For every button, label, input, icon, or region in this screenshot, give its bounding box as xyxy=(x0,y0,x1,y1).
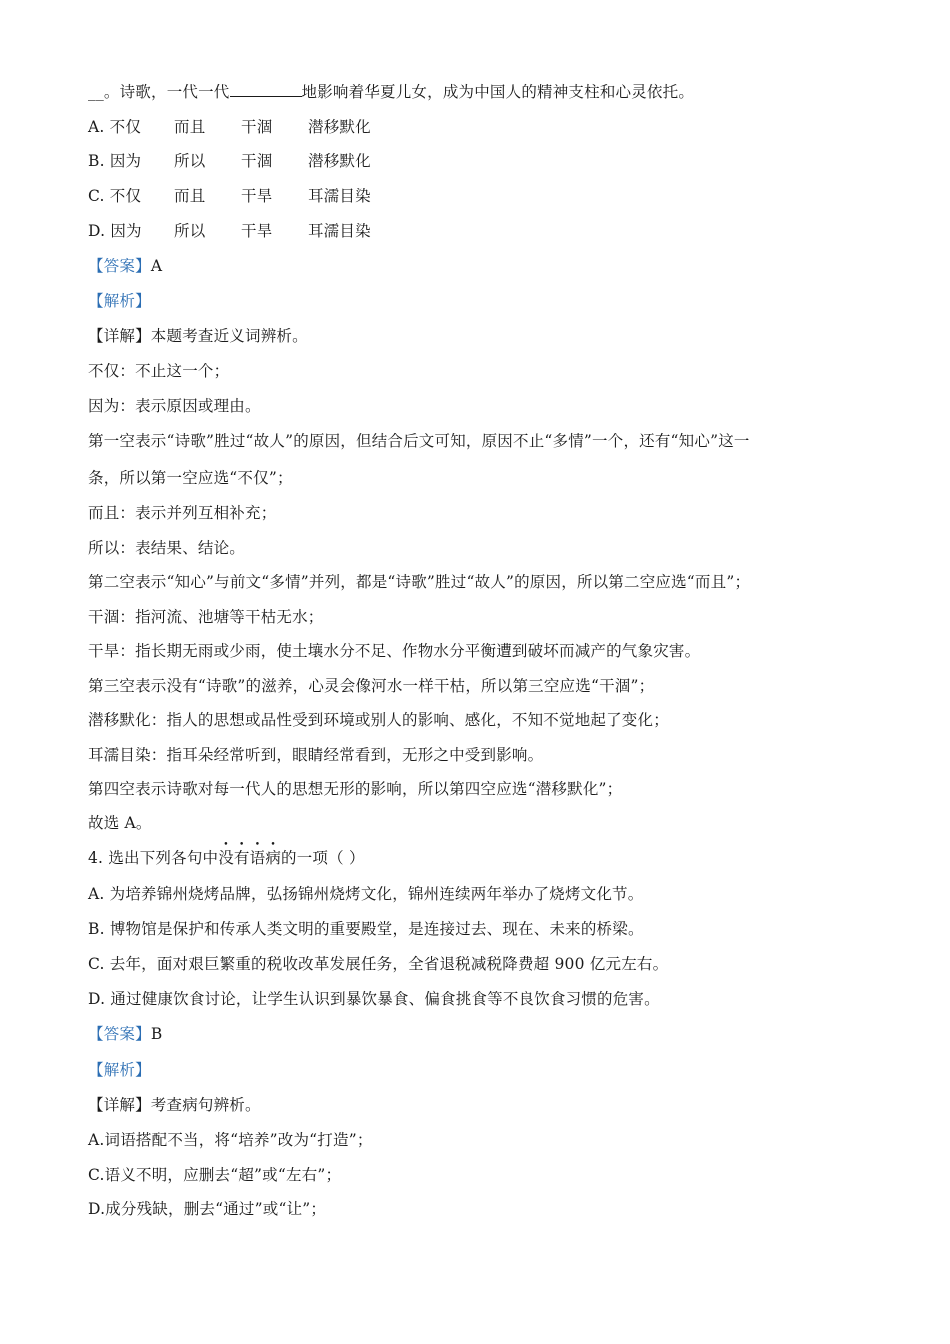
q3-detail-line: 第三空表示没有“诗歌”的滋养，心灵会像河水一样干枯，所以第三空应选“干涸”； xyxy=(88,677,655,695)
q4-analysis-tag: 【解析】 xyxy=(88,1061,151,1079)
q4-option-b: B. 博物馆是保护和传承人类文明的重要殿堂，是连接过去、现在、未来的桥梁。 xyxy=(88,920,644,938)
option-word: A. 不仅 xyxy=(88,118,142,136)
q4-option-d: D. 通过健康饮食讨论，让学生认识到暴饮暴食、偏食挑食等不良饮食习惯的危害。 xyxy=(88,990,660,1008)
q3-detail-line: 干旱：指长期无雨或少雨，使土壤水分不足、作物水分平衡遭到破坏而减产的气象灾害。 xyxy=(88,642,701,660)
fill-blank xyxy=(230,82,302,97)
stem-text: 地影响着华夏儿女，成为中国人的精神支柱和心灵依托。 xyxy=(301,83,695,101)
option-word: 干涸 xyxy=(241,152,273,170)
q4-stem xyxy=(88,840,365,868)
option-word: 所以 xyxy=(174,152,206,170)
option-word: 而且 xyxy=(174,187,206,205)
q4-detail-line: C.语义不明，应删去“超”或“左右”； xyxy=(88,1166,342,1184)
stem-text: 的一项（ ） xyxy=(281,849,365,867)
option-word: 潜移默化 xyxy=(308,118,371,136)
option-word: 耳濡目染 xyxy=(308,187,371,205)
q3-detail-line: 因为：表示原因或理由。 xyxy=(88,397,261,415)
q3-stem-tail xyxy=(88,82,694,102)
q3-option-a xyxy=(88,117,371,137)
option-word: D. 因为 xyxy=(88,222,142,240)
option-word: 干旱 xyxy=(241,187,273,205)
option-word: 而且 xyxy=(174,118,206,136)
option-word: 所以 xyxy=(174,222,206,240)
q3-option-c xyxy=(88,186,371,206)
stem-text: __。诗歌，一代一代 xyxy=(88,83,230,101)
option-word: 潜移默化 xyxy=(308,152,371,170)
emphasis-char: • 有 xyxy=(233,840,250,867)
option-word: 干涸 xyxy=(241,118,273,136)
stem-text: 4. 选出下列各句中 xyxy=(88,849,219,867)
q3-detail-line: 条，所以第一空应选“不仅”； xyxy=(88,469,293,487)
q4-option-a: A. 为培养锦州烧烤品牌，弘扬锦州烧烤文化，锦州连续两年举办了烧烤文化节。 xyxy=(88,885,644,903)
q3-detail-line: 不仅：不止这一个； xyxy=(88,362,230,380)
answer-tag: 【答案】 xyxy=(88,257,151,275)
q3-detail-line: 故选 A。 xyxy=(88,814,152,832)
emphasis-char: • 语 xyxy=(249,840,266,867)
q3-analysis-tag: 【解析】 xyxy=(88,292,151,310)
option-word: B. 因为 xyxy=(88,152,142,170)
q3-detail-line: 【详解】本题考查近义词辨析。 xyxy=(88,327,308,345)
answer-value: A xyxy=(150,257,163,275)
q3-detail-line: 潜移默化：指人的思想或品性受到环境或别人的影响、感化，不知不觉地起了变化； xyxy=(88,711,669,729)
q3-detail-line: 耳濡目染：指耳朵经常听到，眼睛经常看到，无形之中受到影响。 xyxy=(88,746,544,764)
q3-detail-line: 所以：表结果、结论。 xyxy=(88,539,246,557)
q4-detail-line: D.成分残缺，删去“通过”或“让”； xyxy=(88,1200,327,1218)
option-word: 耳濡目染 xyxy=(308,222,371,240)
q3-detail-line: 第四空表示诗歌对每一代人的思想无形的影响，所以第四空应选“潜移默化”； xyxy=(88,780,623,798)
q4-detail-line: 【详解】考查病句辨析。 xyxy=(88,1096,261,1114)
answer-tag: 【答案】 xyxy=(88,1025,151,1043)
emphasis-char: • 没 xyxy=(218,840,234,867)
q3-option-d xyxy=(88,221,371,241)
q4-detail-line: A.词语搭配不当，将“培养”改为“打造”； xyxy=(88,1131,373,1149)
q4-answer xyxy=(88,1024,162,1044)
option-word: C. 不仅 xyxy=(88,187,142,205)
option-word: 干旱 xyxy=(241,222,273,240)
q3-option-b xyxy=(88,151,371,171)
q3-detail-line: 而且：表示并列互相补充； xyxy=(88,504,277,522)
answer-value: B xyxy=(150,1025,163,1043)
q3-answer xyxy=(88,256,162,276)
emphasis-char: • 病 xyxy=(265,840,282,867)
q4-option-c: C. 去年，面对艰巨繁重的税收改革发展任务，全省退税减税降费超 900 亿元左右。 xyxy=(88,955,669,973)
q3-detail-line: 干涸：指河流、池塘等干枯无水； xyxy=(88,608,324,626)
q3-detail-line: 第一空表示“诗歌”胜过“故人”的原因，但结合后文可知，原因不止“多情”一个，还有“知心”这一 xyxy=(88,432,750,450)
q3-detail-line: 第二空表示“知心”与前文“多情”并列，都是“诗歌”胜过“故人”的原因，所以第二空应选“而且”； xyxy=(88,573,751,591)
